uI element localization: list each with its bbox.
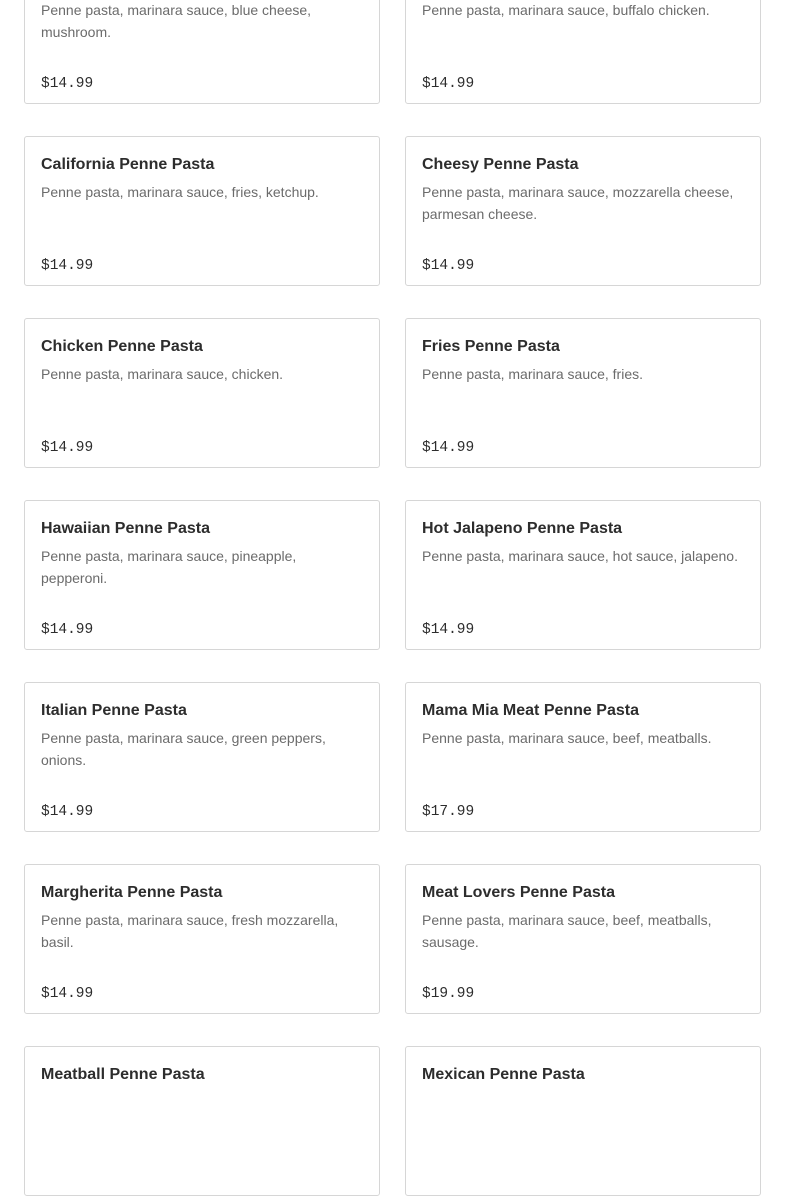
- menu-item-description: Penne pasta, marinara sauce, green peppers, onions.: [41, 730, 326, 768]
- menu-item-name: Chicken Penne Pasta: [41, 338, 203, 355]
- menu-item-name: Hawaiian Penne Pasta: [41, 520, 210, 537]
- menu-item-description: Penne pasta, marinara sauce, hot sauce, jalapeno.: [422, 548, 738, 564]
- menu-item-description: Penne pasta, marinara sauce, beef, meatballs, sausage.: [422, 912, 712, 950]
- menu-item-description: Penne pasta, marinara sauce, chicken.: [41, 366, 284, 382]
- menu-item-name: Cheesy Penne Pasta: [422, 156, 579, 173]
- menu-item-card-hawaiian-penne-pasta[interactable]: [24, 500, 380, 650]
- menu-item-card[interactable]: [24, 0, 380, 104]
- menu-item-price: $17.99: [422, 804, 475, 820]
- menu-item-card-mama-mia-meat-penne-pasta[interactable]: [405, 682, 761, 832]
- menu-item-description: Penne pasta, marinara sauce, fresh mozzarella, basil.: [41, 912, 339, 950]
- menu-item-price: $14.99: [422, 440, 475, 456]
- menu-item-description: Penne pasta, marinara sauce, pineapple, pepperoni.: [41, 548, 297, 586]
- menu-item-card-mexican-penne-pasta[interactable]: [405, 1046, 761, 1196]
- menu-item-name: Mama Mia Meat Penne Pasta: [422, 702, 639, 719]
- menu-item-price: $14.99: [41, 804, 94, 820]
- menu-item-name: Meat Lovers Penne Pasta: [422, 884, 615, 901]
- menu-item-card-hot-jalapeno-penne-pasta[interactable]: [405, 500, 761, 650]
- menu-item-name: California Penne Pasta: [41, 156, 215, 173]
- menu-item-name: Margherita Penne Pasta: [41, 884, 223, 901]
- menu-item-description: Penne pasta, marinara sauce, buffalo chicken.: [422, 2, 710, 18]
- menu-item-price: $14.99: [41, 986, 94, 1002]
- menu-item-name: Hot Jalapeno Penne Pasta: [422, 520, 623, 537]
- menu-item-name: Fries Penne Pasta: [422, 338, 560, 355]
- menu-item-card-fries-penne-pasta[interactable]: [405, 318, 761, 468]
- menu-item-price: $14.99: [41, 622, 94, 638]
- menu-item-grid: [24, 0, 761, 1196]
- menu-item-name: Italian Penne Pasta: [41, 702, 187, 719]
- menu-item-card-margherita-penne-pasta[interactable]: [24, 864, 380, 1014]
- menu-item-card-chicken-penne-pasta[interactable]: [24, 318, 380, 468]
- menu-item-description: Penne pasta, marinara sauce, fries, ketchup.: [41, 184, 319, 200]
- menu-item-price: $14.99: [422, 258, 475, 274]
- menu-item-card-meatball-penne-pasta[interactable]: [24, 1046, 380, 1196]
- menu-item-description: Penne pasta, marinara sauce, beef, meatballs.: [422, 730, 712, 746]
- menu-item-name: Mexican Penne Pasta: [422, 1066, 585, 1083]
- menu-item-price: $19.99: [422, 986, 475, 1002]
- menu-item-price: $14.99: [422, 622, 475, 638]
- menu-item-card-italian-penne-pasta[interactable]: [24, 682, 380, 832]
- menu-item-card-california-penne-pasta[interactable]: [24, 136, 380, 286]
- menu-item-price: $14.99: [41, 258, 94, 274]
- menu-item-price: $14.99: [422, 76, 475, 92]
- menu-item-card[interactable]: [405, 0, 761, 104]
- menu-item-card-cheesy-penne-pasta[interactable]: [405, 136, 761, 286]
- menu-item-price: $14.99: [41, 440, 94, 456]
- menu-item-description: Penne pasta, marinara sauce, fries.: [422, 366, 644, 382]
- menu-item-card-meat-lovers-penne-pasta[interactable]: [405, 864, 761, 1014]
- menu-item-name: Meatball Penne Pasta: [41, 1066, 205, 1083]
- menu-item-price: $14.99: [41, 76, 94, 92]
- menu-item-description: Penne pasta, marinara sauce, blue cheese, mushroom.: [41, 2, 312, 40]
- menu-item-description: Penne pasta, marinara sauce, mozzarella cheese, parmesan cheese.: [422, 184, 734, 222]
